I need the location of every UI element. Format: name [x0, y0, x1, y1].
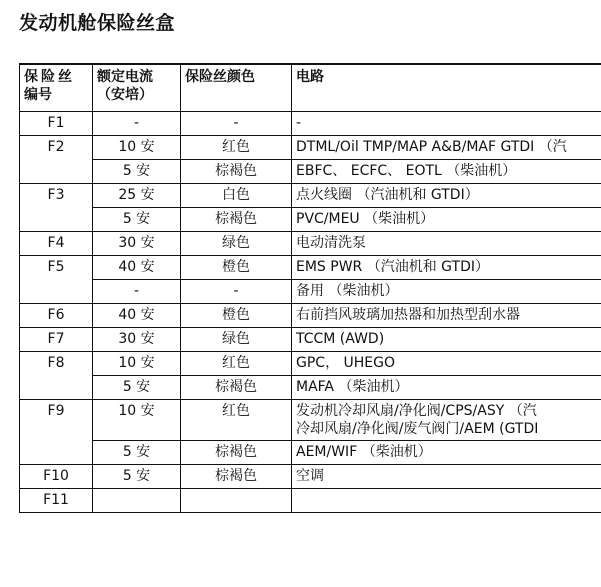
circuit-cell	[292, 400, 601, 441]
circuit-cell: TCCM (AWD)	[292, 328, 601, 352]
fuse-color-cell: 红色	[181, 352, 292, 376]
rated-current-cell: 5 安	[93, 160, 181, 184]
fuse-color-cell: -	[181, 280, 292, 304]
table-row	[20, 184, 601, 208]
fuse-color-cell: 棕褐色	[181, 208, 292, 232]
header-rated-current-line2: （安培）	[97, 87, 153, 103]
fuse-table-container	[19, 63, 601, 587]
circuit-cell: AEM/WIF （柴油机）	[292, 441, 601, 465]
fuse-color-cell: 棕褐色	[181, 465, 292, 489]
fuse-color-cell: 红色	[181, 400, 292, 441]
fuse-number-cell: F7	[20, 328, 93, 352]
fuse-number-cell: F6	[20, 304, 93, 328]
circuit-cell: 点火线圈 （汽油机和 GTDI）	[292, 184, 601, 208]
rated-current-cell: 5 安	[93, 208, 181, 232]
header-rated-current-line1: 额定电流	[97, 69, 153, 85]
fuse-color-cell: 白色	[181, 184, 292, 208]
circuit-cell: GPC， UHEGO	[292, 352, 601, 376]
header-fuse-color: 保险丝颜色	[181, 64, 292, 112]
page-title: 发动机舱保险丝盒	[19, 12, 176, 34]
circuit-cell: EMS PWR （汽油机和 GTDI）	[292, 256, 601, 280]
circuit-cell: MAFA （柴油机）	[292, 376, 601, 400]
rated-current-cell: 5 安	[93, 441, 181, 465]
table-row	[20, 160, 601, 184]
fuse-color-cell: -	[181, 112, 292, 136]
rated-current-cell: -	[93, 280, 181, 304]
table-row	[20, 400, 601, 441]
fuse-color-cell: 棕褐色	[181, 160, 292, 184]
circuit-cell: 空调	[292, 465, 601, 489]
table-row	[20, 441, 601, 465]
table-row	[20, 352, 601, 376]
rated-current-cell: 5 安	[93, 376, 181, 400]
rated-current-cell	[93, 489, 181, 513]
header-rated-current	[93, 64, 181, 112]
fuse-color-cell: 红色	[181, 136, 292, 160]
table-row	[20, 465, 601, 489]
rated-current-cell: 5 安	[93, 465, 181, 489]
table-row	[20, 208, 601, 232]
rated-current-cell: -	[93, 112, 181, 136]
rated-current-cell: 40 安	[93, 256, 181, 280]
fuse-number-cell: F8	[20, 352, 93, 400]
rated-current-cell: 10 安	[93, 400, 181, 441]
table-row	[20, 376, 601, 400]
rated-current-cell: 40 安	[93, 304, 181, 328]
fuse-number-cell: F11	[20, 489, 93, 513]
table-row	[20, 328, 601, 352]
header-circuit: 电路	[292, 64, 601, 112]
circuit-cell: 右前挡风玻璃加热器和加热型刮水器	[292, 304, 601, 328]
fuse-color-cell: 绿色	[181, 232, 292, 256]
fuse-color-cell: 棕褐色	[181, 441, 292, 465]
circuit-cell: DTML/Oil TMP/MAP A&B/MAF GTDI （汽	[292, 136, 601, 160]
fuse-number-cell: F10	[20, 465, 93, 489]
table-row	[20, 112, 601, 136]
fuse-color-cell: 绿色	[181, 328, 292, 352]
rated-current-cell: 30 安	[93, 328, 181, 352]
table-header-row	[20, 64, 601, 112]
table-row	[20, 280, 601, 304]
circuit-cell: PVC/MEU （柴油机）	[292, 208, 601, 232]
fuse-number-cell: F5	[20, 256, 93, 304]
circuit-cell: -	[292, 112, 601, 136]
fuse-color-cell: 橙色	[181, 256, 292, 280]
circuit-cell	[292, 489, 601, 513]
fuse-color-cell	[181, 489, 292, 513]
fuse-number-cell: F4	[20, 232, 93, 256]
fuse-number-cell: F1	[20, 112, 93, 136]
table-row	[20, 136, 601, 160]
circuit-cell: 电动清洗泵	[292, 232, 601, 256]
table-row	[20, 256, 601, 280]
header-fuse-number	[20, 64, 93, 112]
fuse-color-cell: 橙色	[181, 304, 292, 328]
table-body	[20, 112, 601, 513]
rated-current-cell: 10 安	[93, 136, 181, 160]
table-row	[20, 489, 601, 513]
rated-current-cell: 10 安	[93, 352, 181, 376]
rated-current-cell: 30 安	[93, 232, 181, 256]
circuit-line: 冷却风扇/净化阀/废气阀门/AEM (GTDI	[296, 421, 539, 437]
circuit-line: 发动机冷却风扇/净化阀/CPS/ASY （汽	[296, 403, 537, 419]
rated-current-cell: 25 安	[93, 184, 181, 208]
fuse-number-cell: F3	[20, 184, 93, 232]
header-fuse-number-line1: 保险丝	[24, 69, 75, 85]
table-row	[20, 232, 601, 256]
header-fuse-number-line2: 编号	[24, 87, 52, 103]
table-row	[20, 304, 601, 328]
circuit-cell: EBFC、 ECFC、 EOTL （柴油机）	[292, 160, 601, 184]
fuse-number-cell: F9	[20, 400, 93, 465]
fuse-table	[19, 63, 601, 513]
fuse-color-cell: 棕褐色	[181, 376, 292, 400]
circuit-cell: 备用 （柴油机）	[292, 280, 601, 304]
fuse-number-cell: F2	[20, 136, 93, 184]
